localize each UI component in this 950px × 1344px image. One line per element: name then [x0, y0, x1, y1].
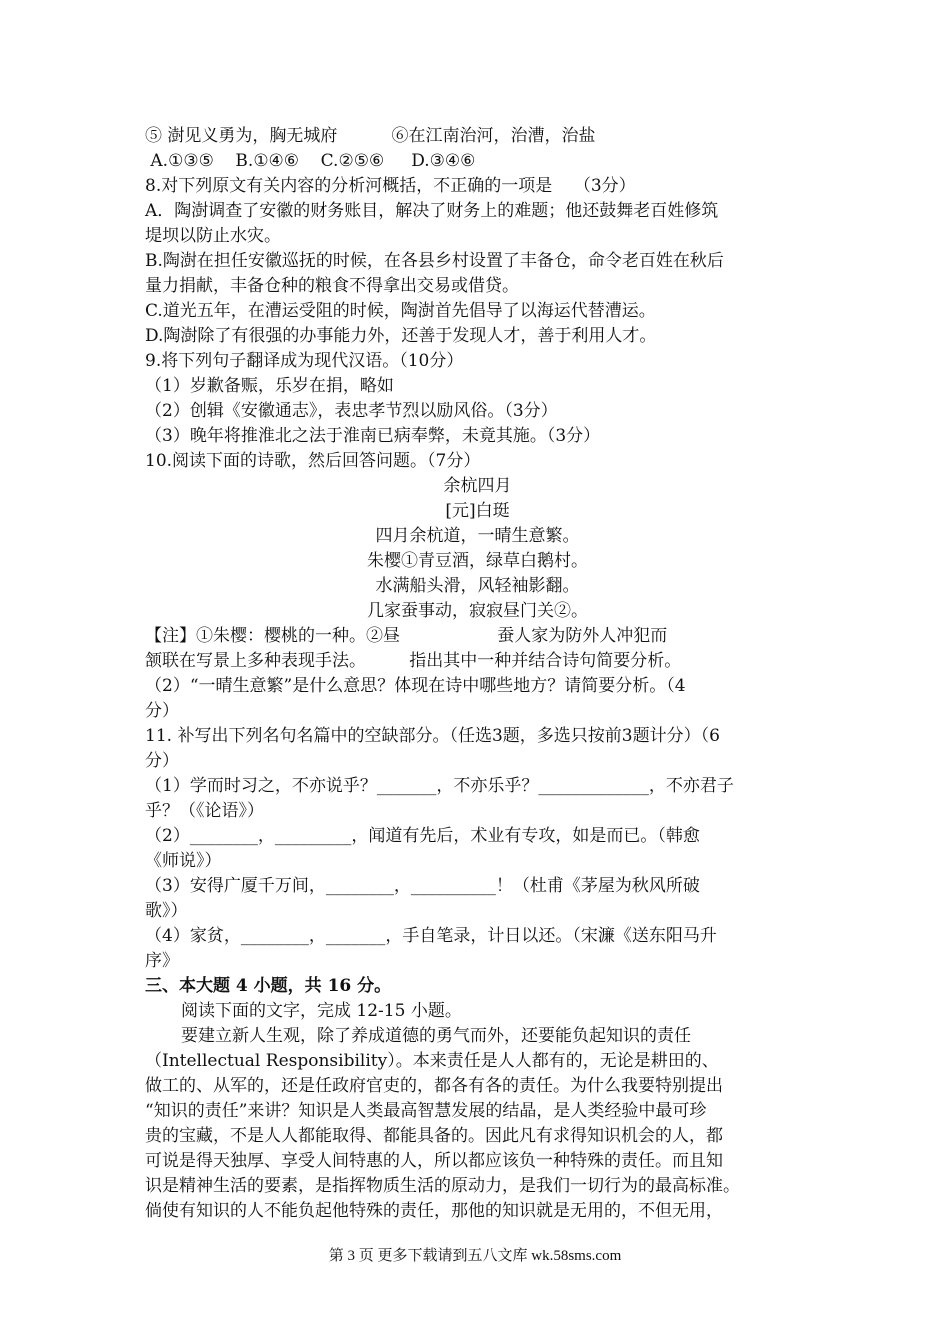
- text-line: 《师说》）: [145, 851, 222, 871]
- text-line: 分）: [145, 751, 179, 771]
- text-line: 堤坝以防止水灾。: [145, 226, 281, 246]
- text-line: 贵的宝藏，不是人人都能取得、都能具备的。因此凡有求得知识机会的人，都: [145, 1126, 723, 1146]
- text-line: 做工的、从军的，还是任政府官吏的，都各有各的责任。为什么我要特别提出: [145, 1076, 723, 1096]
- text-line: 朱樱①青豆酒，绿草白鹅村。: [367, 551, 588, 571]
- page-footer: 第 3 页 更多下载请到五八文库 wk.58sms.com: [328, 1248, 622, 1264]
- text-line: （2）________，_________，闻道有先后，术业有专攻，如是而已。（韩愈: [145, 826, 700, 846]
- text-line: B.陶澍在担任安徽巡抚的时候，在各县乡村设置了丰备仓，命令老百姓在秋后: [145, 251, 724, 271]
- text-line: 要建立新人生观，除了养成道德的勇气而外，还要能负起知识的责任: [181, 1026, 691, 1046]
- text-line: D.陶澍除了有很强的办事能力外，还善于发现人才，善于利用人才。: [145, 326, 657, 346]
- text-line: 四月余杭道，一晴生意繁。: [375, 526, 580, 546]
- text-line: A．陶澍调查了安徽的财务账目，解决了财务上的难题；他还鼓舞老百姓修筑: [145, 201, 719, 221]
- text-line: （3）安得广厦千万间，________，__________！（杜甫《茅屋为秋风所破: [145, 876, 700, 896]
- text-line: C.道光五年，在漕运受阻的时候，陶澍首先倡导了以海运代替漕运。: [145, 301, 656, 321]
- text-line: （2）创辑《安徽通志》，表忠孝节烈以励风俗。（3分）: [145, 401, 558, 421]
- text-line: 【注】①朱樱：樱桃的一种。②昼 蚕人家为防外人冲犯而: [145, 626, 668, 646]
- text-line: （Intellectual Responsibility）。本来责任是人人都有的，无论是耕田的、: [145, 1051, 719, 1071]
- text-line: （1）岁歉备赈，乐岁在捐，略如: [145, 376, 394, 396]
- text-line: 水满船头滑，风轻袖影翻。: [375, 576, 580, 596]
- document-body: [145, 124, 810, 1224]
- text-line: （1）学而时习之，不亦说乎？_______，不亦乐乎？_____________，不亦君子: [145, 776, 734, 796]
- text-line: 可说是得天独厚、享受人间特惠的人，所以都应该负一种特殊的责任。而且知: [145, 1151, 723, 1171]
- text-line: ⑤ 澍见义勇为，胸无城府 ⑥在江南治河，治漕，治盐: [145, 126, 596, 146]
- text-line: 阅读下面的文字，完成 12-15 小题。: [181, 1001, 462, 1021]
- text-line: （3）晚年将推淮北之法于淮南已病奉弊，未竟其施。（3分）: [145, 426, 601, 446]
- text-line: A.①③⑤ B.①④⑥ C.②⑤⑥ D.③④⑥: [145, 151, 476, 171]
- text-line: 9.将下列句子翻译成为现代汉语。（10分）: [145, 351, 464, 371]
- text-line: 序》: [145, 951, 179, 971]
- text-line: “知识的责任”来讲？知识是人类最高智慧发展的结晶，是人类经验中最可珍: [145, 1101, 707, 1121]
- text-line: 分）: [145, 701, 179, 721]
- text-line: 识是精神生活的要素，是指挥物质生活的原动力，是我们一切行为的最高标准。: [145, 1176, 740, 1196]
- text-line: 余杭四月: [443, 476, 512, 496]
- text-line: 歌》）: [145, 901, 188, 921]
- text-line: 三、本大题 4 小题，共 16 分。: [145, 976, 392, 996]
- text-line: 10.阅读下面的诗歌，然后回答问题。（7分）: [145, 451, 481, 471]
- text-line: [元]白珽: [445, 501, 510, 521]
- text-line: 8.对下列原文有关内容的分析河概括，不正确的一项是 （3分）: [145, 176, 636, 196]
- text-line: 乎？（《论语》）: [145, 801, 264, 821]
- text-line: 颔联在写景上多种表现手法。 指出其中一种并结合诗句简要分析。: [145, 651, 682, 671]
- text-line: 几家蚕事动，寂寂昼门关②。: [367, 601, 588, 621]
- text-line: 11. 补写出下列名句名篇中的空缺部分。（任选3题，多选只按前3题计分）（6: [145, 726, 720, 746]
- text-line: （4）家贫，________，_______，手自笔录，计日以还。（宋濂《送东阳马升: [145, 926, 717, 946]
- text-line: 量力捐献，丰备仓种的粮食不得拿出交易或借贷。: [145, 276, 519, 296]
- text-line: 倘使有知识的人不能负起他特殊的责任，那他的知识就是无用的，不但无用，: [145, 1201, 723, 1221]
- text-line: （2）“一晴生意繁”是什么意思？体现在诗中哪些地方？请简要分析。（4: [145, 676, 686, 696]
